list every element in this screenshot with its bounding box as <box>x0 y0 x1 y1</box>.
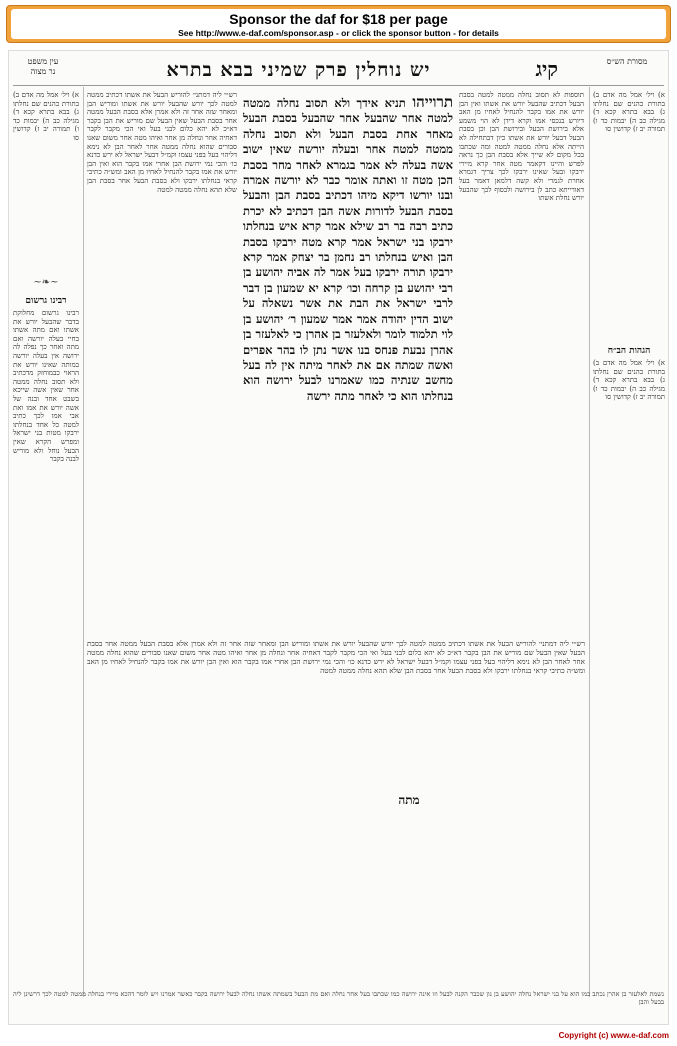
hagahot-habach-column: א) ויל׳ אמל מה אדם ב) בתורת כהנים שם נחלתו ג) בבא בתרא קכא ד) מגילה כב ה) יבמות כד ו) תמורה יב ז) קדושין סו <box>593 359 665 402</box>
left-commentary-column: רש״י ליה דמתני׳ להוריש הבעל את אשתו דכתיב ממטה למטה לכך יורש שהבעל יורש את אשתו ומוריש הבן ומאחר שזה אחר זה ולא אמרן אלא בסבת הבעל ממטה אחר בסבת הבעל שאין הבעל שם מוריש את הבן בקבר דא״כ לא יהא כלום לבני בעל ואי הכי מקבר לקבר דאחיה אחר ונחלה מן אחר ואיהו מטה אחר משום שאנו סבורים שהוא נחלה ממטה אחר לאחר הבן לא נימא דליהוי בעל בפני עצמו וקמ״ל דבעל ישראל לא ירש כדנא כו׳ והכי נמי ירושת הבן אחרי אמו בקבר הוא ואין הבן יורש את אמו בקבר להנחיל לאחיו מן האב ומש״ה כתיבי קראי בנחלתו ירבקו ולא בסבת הבעל אחר בסבת הבן שלא תהא נחלה ממטה למטה <box>87 91 237 194</box>
header-rule <box>13 85 664 86</box>
ein-mishpat-column: א) ויל׳ אמל מה אדם ב) בתורת כהנים שם נחלתו ג) בבא בתרא קכא ד) מגילה כב ה) יבמות כד ו) תמורה יב ז) קדושין סו <box>13 91 79 142</box>
sponsor-title[interactable]: Sponsor the daf for $18 per page <box>229 11 448 27</box>
talmud-page <box>8 50 669 1025</box>
rabbeinu-gershom-column: רבינו גרשום מחלוקת בדבר שהבעל יורש את אשתו ואם מתה אשתו בחיי בעלה יורשה ואם מתה ואחר כך נפלה לה ירושה אין בעלה יורשה במותה שאינו יורש את הראוי כבמוחזק מדכתיב ולא תסוב נחלה ממטה אחר שאין אשה שייכא בשבט אחד ובנה של אשה יורש את אמו ואת אבי אמו לכך כתיב למטה כל אחד בנחלתו ירבקו מטות בני ישראל ומפרש הקרא שאין הבעל נוחל ולא מוריש לבנה בקבר <box>13 309 79 464</box>
page-folio: קיג <box>535 57 558 81</box>
column-divider-left <box>83 87 84 997</box>
gemara-opening-word: תרוייהו <box>412 95 453 111</box>
gemara-main-text <box>243 95 453 655</box>
sponsor-subtitle[interactable]: See http://www.e-daf.com/sponsor.asp - or click the sponsor button - for details <box>178 28 499 38</box>
lower-keyword: מתה <box>398 793 420 807</box>
rabbeinu-gershom-head: רבינו גרשום <box>25 296 67 306</box>
copyright-notice[interactable]: Copyright (c) www.e-daf.com <box>558 1031 669 1040</box>
masoret-hashas-notes: א) ויל׳ אמל מה אדם ב) בתורת כהנים שם נחלתו ג) בבא בתרא קכא ד) מגילה כב ה) יבמות כד ו) תמורה יב ז) קדושין סו <box>593 91 665 134</box>
ein-mishpat-label: עין משפט נר מצוה <box>27 57 59 76</box>
footer-text: נשמת לאלעזר בן אהרן נכתב כמו הוא על בני ישראל נחלה יהושע בן נון שכבר הקנה לבעל וזו אינה ירושה כמו שכתבו בעל אחר נחלה ואם מת הבעל בשמתה אשתו נחלה לבעל ירושה בקבר כאשר אמרנו ויש לומר דהכא מיירי בנחלה ממטה למטה לכך דרשינן ליה בבעל והבן <box>13 991 664 1006</box>
right-commentary-column: תוספות לא תסוב נחלה ממטה למטה בסבת הבעל דכתיב שהבעל יורש את אשתו ואין הבן יורש את אמו בקבר להנחיל לאחיו מן האב דיורש בנכסי אמו וקרא דידן לא הוי משמע אלא בירושת הבעל ובירושת הבן וכן בסבת הבעל דבעל יורש את אשתו כיון דבתחילה לא הייתה אלא נחלה ממטה למטה ומה שכתבו בכל מקום לא שייך אלא בסבת הבן כך נראה לפרש והיינו דקאמר מטה אחר קרא מיירי ירבקו ובעל שאינו ירבקו לכך צריך דגמרא אחרת לגמרי ולא קשה דלמאן דאמר בעל דאורייתא כתב לן בירושה ולבסוף לכך שהבעל יורש נחלת אשתו <box>459 91 584 203</box>
gemara-body: תניא אידך ולא תסוב נחלה ממטה למטה אחר שהבעל אחר שהבעל בסבת הבעל מאחר אחת בסבת הבעל ולא תסוב נחלה ממטה למטה אחר ובעלה יורשה שאין ישוב אשה בעלה לא אמר בגמרא לאחר מחר בסבת הכן מטה זו ואתה אומר כבר לא יורשה אמרה ובנו יורשו דיקא מיהו דכתיב בסבת הבן והבעל בסבת הבעל לדורות אשה הבן דכתיב לא יכרת כתיב רבה בר רב שילא אמר קרא איש בנחלתו ירבקו בני ישראל אמר קרא מטה ירבקו בסבת הבן ואיש בנחלתו רב נחמן בר יצחק אמר קרא ירבקו תורה ירבקו בעל אמר לה אביה יהושע בן רבי יהושע בן קרחה וכו׳ קרא יא שמעון בן דבר לרבי ישראל את הבת את אשר נשאלה על ישוב הדין יהודה אמר אמר שמעון ר׳ יהושע בן לוי תלמוד לומר ולאלעזר בן אהרן כי לאלעזר בן אהרן נבעת פנחס בנו אשר נתן לו בהר אפרים ואשה שמתה אם את לאחר מיתה אין לה בעל מחשב שנתיה כמו שאמרנו לבעל ירושה הוא בנחלתו הוא כי לאחר מתה ירשה <box>243 96 453 403</box>
ornament-divider: ~❧~ <box>33 277 59 288</box>
column-divider-right <box>589 87 590 997</box>
hagahot-habach-head: הגהות הב״ח <box>607 346 651 356</box>
masoret-hashas-label: מסורת הש״ס <box>606 57 648 66</box>
page-header-title: יש נוחלין פרק שמיני בבא בתרא <box>166 59 431 81</box>
sponsor-banner-inner[interactable] <box>11 9 666 39</box>
sponsor-banner[interactable] <box>6 5 671 43</box>
lower-commentary-block: רש״י ליה דמתני׳ להוריש הבעל את אשתו דכתיב ממטה למטה לכך יורש שהבעל יורש את אשתו ומוריש הבן ומאחר שזה אחר זה ולא אמרן אלא בסבת הבעל ממטה אחר בסבת הבעל שאין הבעל שם מוריש את הבן בקבר דא״כ לא יהא כלום לבני בעל ואי הכי מקבר לקבר דאחיה אחר ונחלה מן אחר ואיהו מטה אחר משום שאנו סבורים שהוא נחלה ממטה אחר לאחר הבן לא נימא דליהוי בעל בפני עצמו וקמ״ל דבעל ישראל לא ירש כדנא כו׳ והכי נמי ירושת הבן אחרי אמו בקבר הוא ואין הבן יורש את אמו בקבר להנחיל לאחיו מן האב ומש״ה כתיבי קראי בנחלתו ירבקו ולא בסבת הבעל אחר בסבת הבן שלא תהא נחלה ממטה למטה <box>87 639 585 675</box>
